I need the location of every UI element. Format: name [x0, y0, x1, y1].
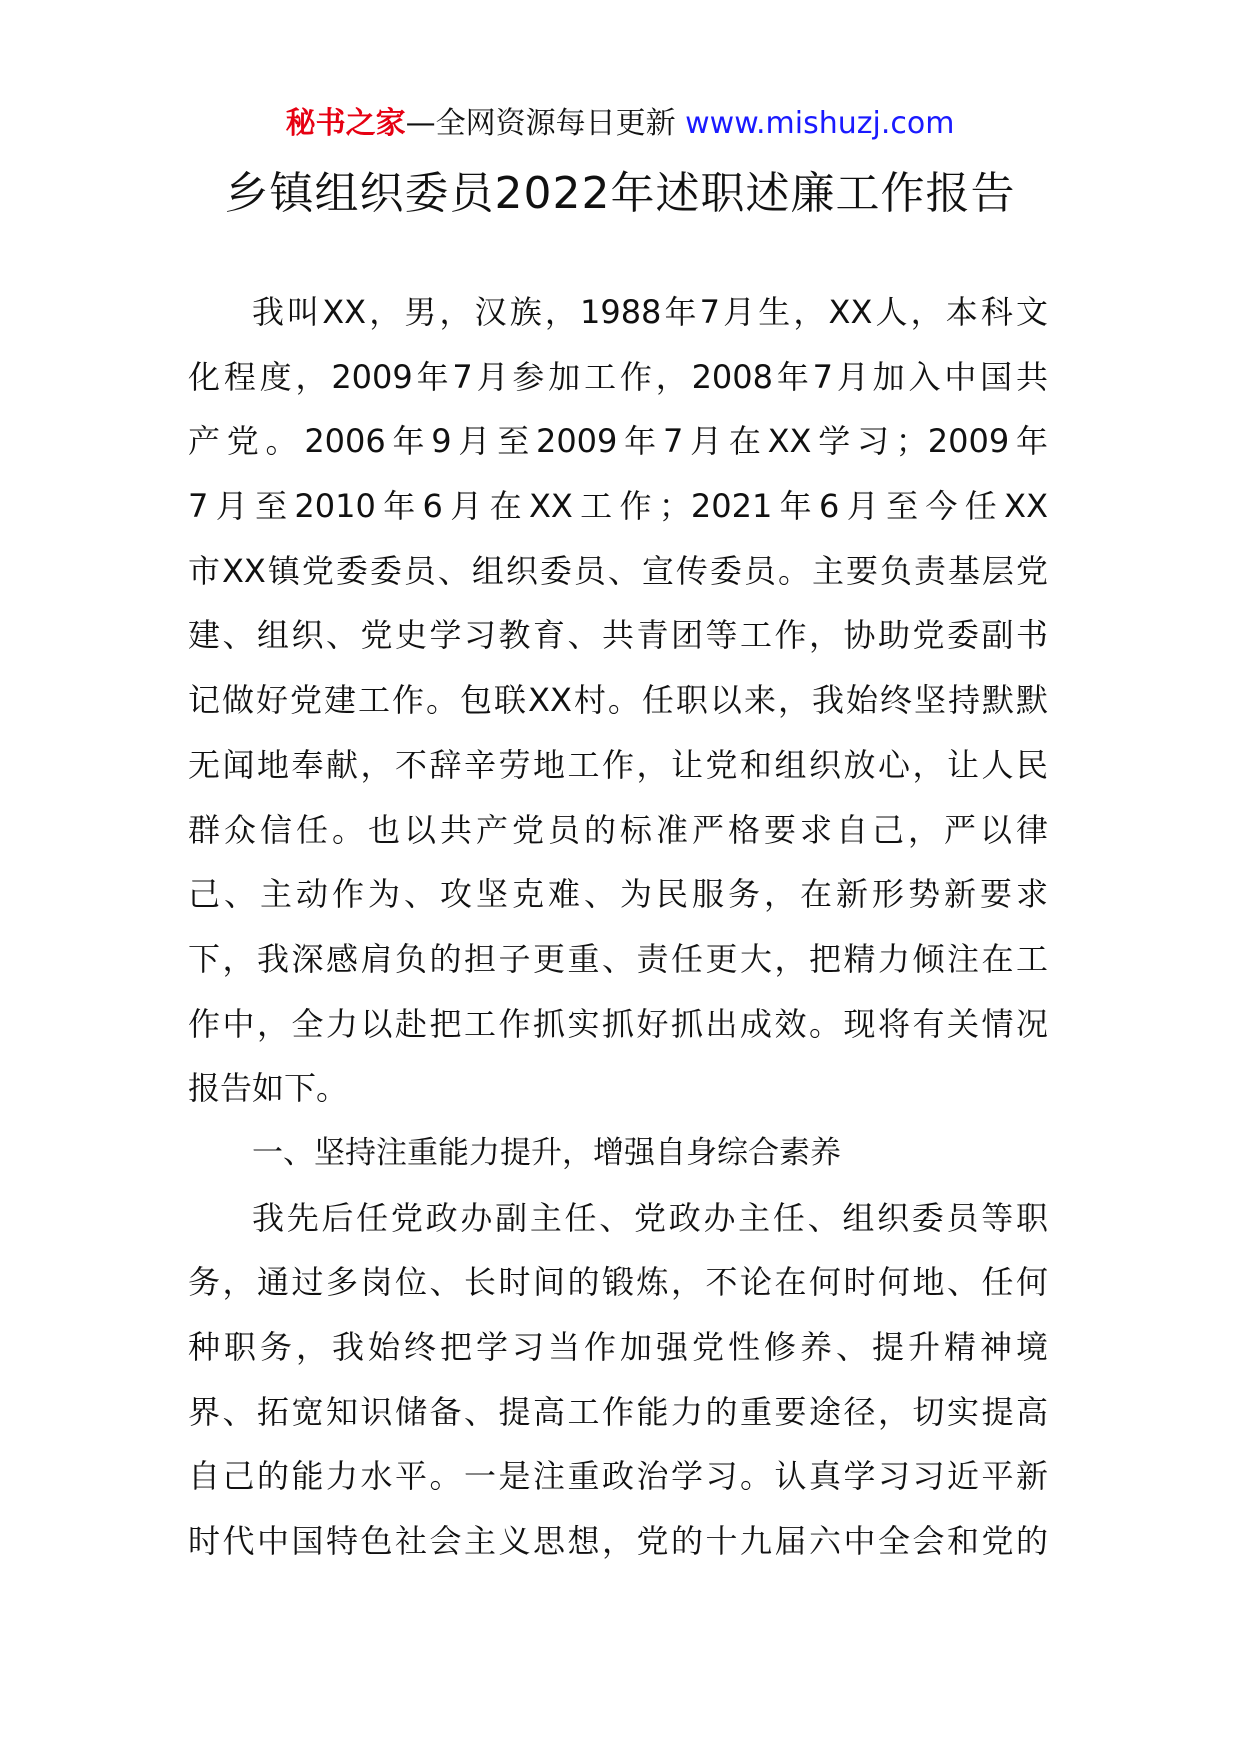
- paragraph-line: 报告如下。: [188, 1069, 349, 1108]
- section-heading: 一、坚持注重能力提升，增强自身综合素养: [252, 1134, 841, 1171]
- paragraph-line: 7月至2010年6月在XX工作；2021年6月至今任XX: [188, 487, 1048, 526]
- paragraph-line: 作中，全力以赴把工作抓实抓好抓出成效。现将有关情况: [188, 1004, 1048, 1043]
- paragraph-line: 群众信任。也以共产党员的标准严格要求自己，严以律: [188, 810, 1048, 849]
- paragraph-line: 我先后任党政办副主任、党政办主任、组织委员等职: [252, 1198, 1048, 1237]
- paragraph-line: 建、组织、党史学习教育、共青团等工作，协助党委副书: [188, 616, 1048, 655]
- site-url[interactable]: www.mishuzj.com: [685, 106, 955, 141]
- paragraph-line: 务，通过多岗位、长时间的锻炼，不论在何时何地、任何: [188, 1263, 1048, 1302]
- paragraph-line: 市XX镇党委委员、组织委员、宣传委员。主要负责基层党: [188, 551, 1048, 590]
- paragraph-line: 记做好党建工作。包联XX村。任职以来，我始终坚持默默: [188, 681, 1048, 720]
- site-slogan: —全网资源每日更新: [405, 106, 676, 141]
- brand-name: 秘书之家: [285, 106, 406, 141]
- paragraph-line: 下，我深感肩负的担子更重、责任更大，把精力倾注在工: [188, 939, 1048, 978]
- paragraph-line: 自己的能力水平。一是注重政治学习。认真学习习近平新: [188, 1457, 1048, 1496]
- site-header: [0, 100, 1240, 148]
- paragraph-line: 种职务，我始终把学习当作加强党性修养、提升精神境: [188, 1328, 1048, 1366]
- paragraph-line: 我叫XX，男，汉族，1988年7月生，XX人，本科文: [252, 293, 1048, 331]
- paragraph-line: 化程度，2009年7月参加工作，2008年7月加入中国共: [188, 357, 1048, 396]
- document-title: 乡镇组织委员2022年述职述廉工作报告: [224, 168, 1016, 219]
- document-body: [188, 292, 1048, 1586]
- paragraph-line: 无闻地奉献，不辞辛劳地工作，让党和组织放心，让人民: [188, 745, 1048, 784]
- paragraph-line: 界、拓宽知识储备、提高工作能力的重要途径，切实提高: [188, 1392, 1048, 1431]
- paragraph-line: 时代中国特色社会主义思想，党的十九届六中全会和党的: [188, 1522, 1048, 1561]
- paragraph-line: 产党。2006年9月至2009年7月在XX学习；2009年: [188, 422, 1048, 461]
- paragraph-line: 己、主动作为、攻坚克难、为民服务，在新形势新要求: [188, 875, 1048, 914]
